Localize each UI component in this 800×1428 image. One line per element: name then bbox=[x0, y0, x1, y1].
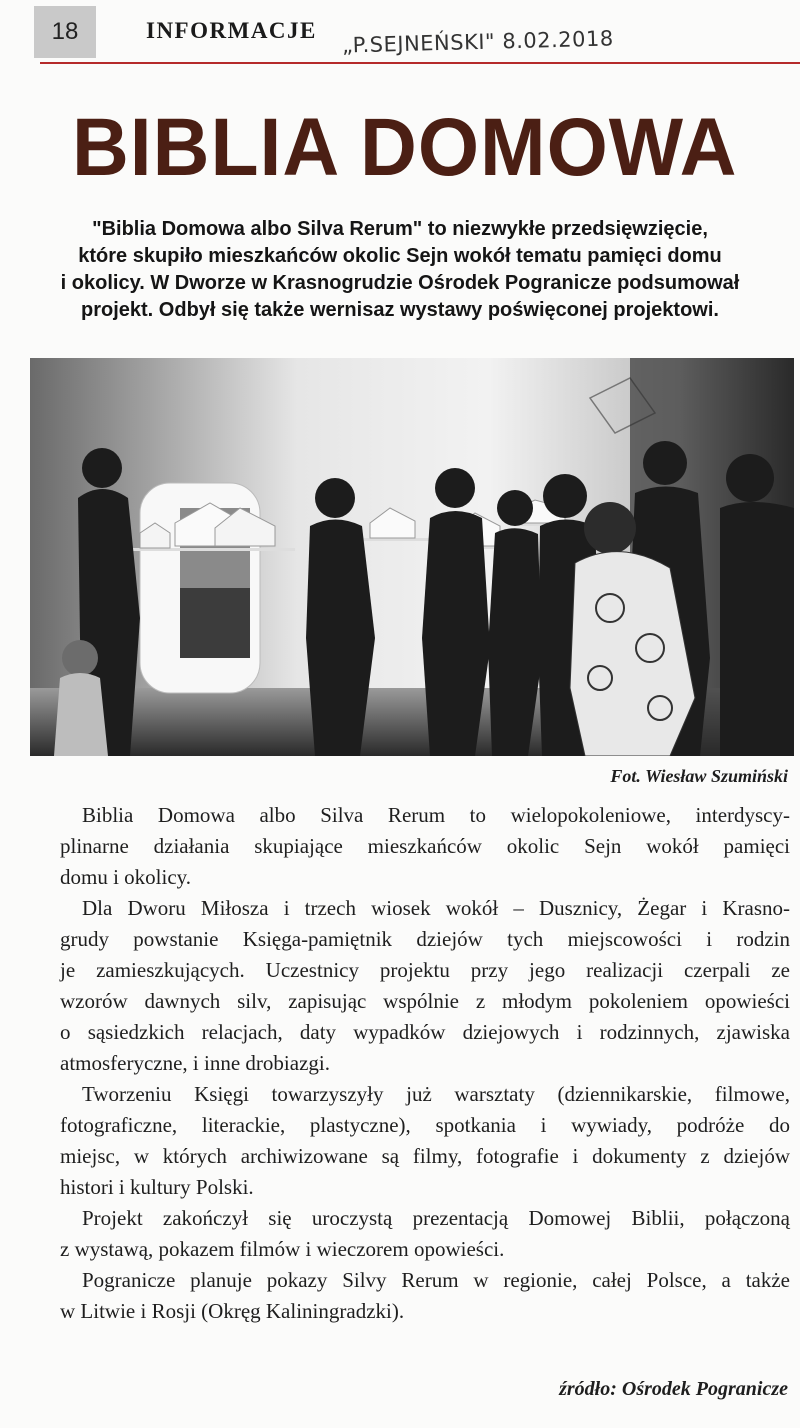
paragraph-line: o sąsiedzkich relacjach, daty wypadków dziejowych i rodzinnych, zjawiska bbox=[60, 1020, 790, 1044]
article-paragraph bbox=[60, 1265, 790, 1327]
lead-line: które skupiło mieszkańców okolic Sejn wokół tematu pamięci domu bbox=[78, 245, 722, 267]
paragraph-line: wzorów dawnych silv, zapisując wspólnie z młodym pokoleniem opowieści bbox=[60, 989, 790, 1013]
paragraph-line: Pogranicze planuje pokazy Silvy Rerum w regionie, całej Polsce, a także bbox=[82, 1268, 790, 1292]
article-paragraph bbox=[60, 1079, 790, 1203]
paragraph-line: Biblia Domowa albo Silva Rerum to wielopokoleniowe, interdyscy- bbox=[82, 803, 790, 827]
paragraph-line: plinarne działania skupiające mieszkańców okolic Sejn wokół pamięci bbox=[60, 834, 790, 858]
header-rule bbox=[40, 62, 800, 64]
article-paragraph bbox=[60, 1203, 790, 1265]
lead-line: i okolicy. W Dworze w Krasnogrudzie Ośrodek Pogranicze podsumował bbox=[60, 272, 740, 294]
photo-credit: Fot. Wiesław Szumiński bbox=[610, 766, 788, 786]
paragraph-line: Projekt zakończył się uroczystą prezentacją Domowej Biblii, połączoną bbox=[82, 1206, 790, 1230]
article-paragraph bbox=[60, 893, 790, 1079]
paragraph-line: miejsc, w których archiwizowane są filmy, fotografie i dokumenty z dziejów bbox=[60, 1144, 790, 1168]
paragraph-line: Tworzeniu Księgi towarzyszyły już warsztaty (dziennikarskie, filmowe, bbox=[82, 1082, 790, 1106]
paragraph-line: z wystawą, pokazem filmów i wieczorem opowieści. bbox=[60, 1237, 505, 1261]
article-source: źródło: Ośrodek Pogranicze bbox=[559, 1378, 788, 1400]
handwritten-date-note: „P.SEJNEŃSKI" 8.02.2018 bbox=[341, 26, 614, 58]
article-lead bbox=[0, 216, 800, 324]
lead-line: "Biblia Domowa albo Silva Rerum" to niezwykłe przedsięwzięcie, bbox=[92, 218, 708, 240]
lead-line: projekt. Odbył się także wernisaz wystawy poświęconej projektowi. bbox=[81, 299, 719, 321]
paragraph-line: je zamieszkujących. Uczestnicy projektu przy jego realizacji czerpali ze bbox=[60, 958, 790, 982]
article-paragraph bbox=[60, 800, 790, 893]
section-label: INFORMACJE bbox=[146, 18, 317, 43]
paragraph-line: domu i okolicy. bbox=[60, 865, 192, 889]
article-title: BIBLIA DOMOWA bbox=[72, 102, 738, 193]
paragraph-line: fotograficzne, literackie, plastyczne), spotkania i wywiady, podróże do bbox=[60, 1113, 790, 1137]
page-number: 18 bbox=[34, 6, 96, 58]
exhibition-photo bbox=[30, 358, 794, 756]
paragraph-line: histori i kultury Polski. bbox=[60, 1175, 254, 1199]
article-body bbox=[60, 800, 790, 1327]
paragraph-line: w Litwie i Rosji (Okręg Kaliningradzki). bbox=[60, 1299, 405, 1323]
paragraph-line: grudy powstanie Księga-pamiętnik dziejów tych miejscowości i rodzin bbox=[60, 927, 790, 951]
paragraph-line: Dla Dworu Miłosza i trzech wiosek wokół – Dusznicy, Żegar i Krasno- bbox=[82, 896, 790, 920]
exhibition-photo-illustration bbox=[30, 358, 794, 756]
paragraph-line: atmosferyczne, i inne drobiazgi. bbox=[60, 1051, 330, 1075]
